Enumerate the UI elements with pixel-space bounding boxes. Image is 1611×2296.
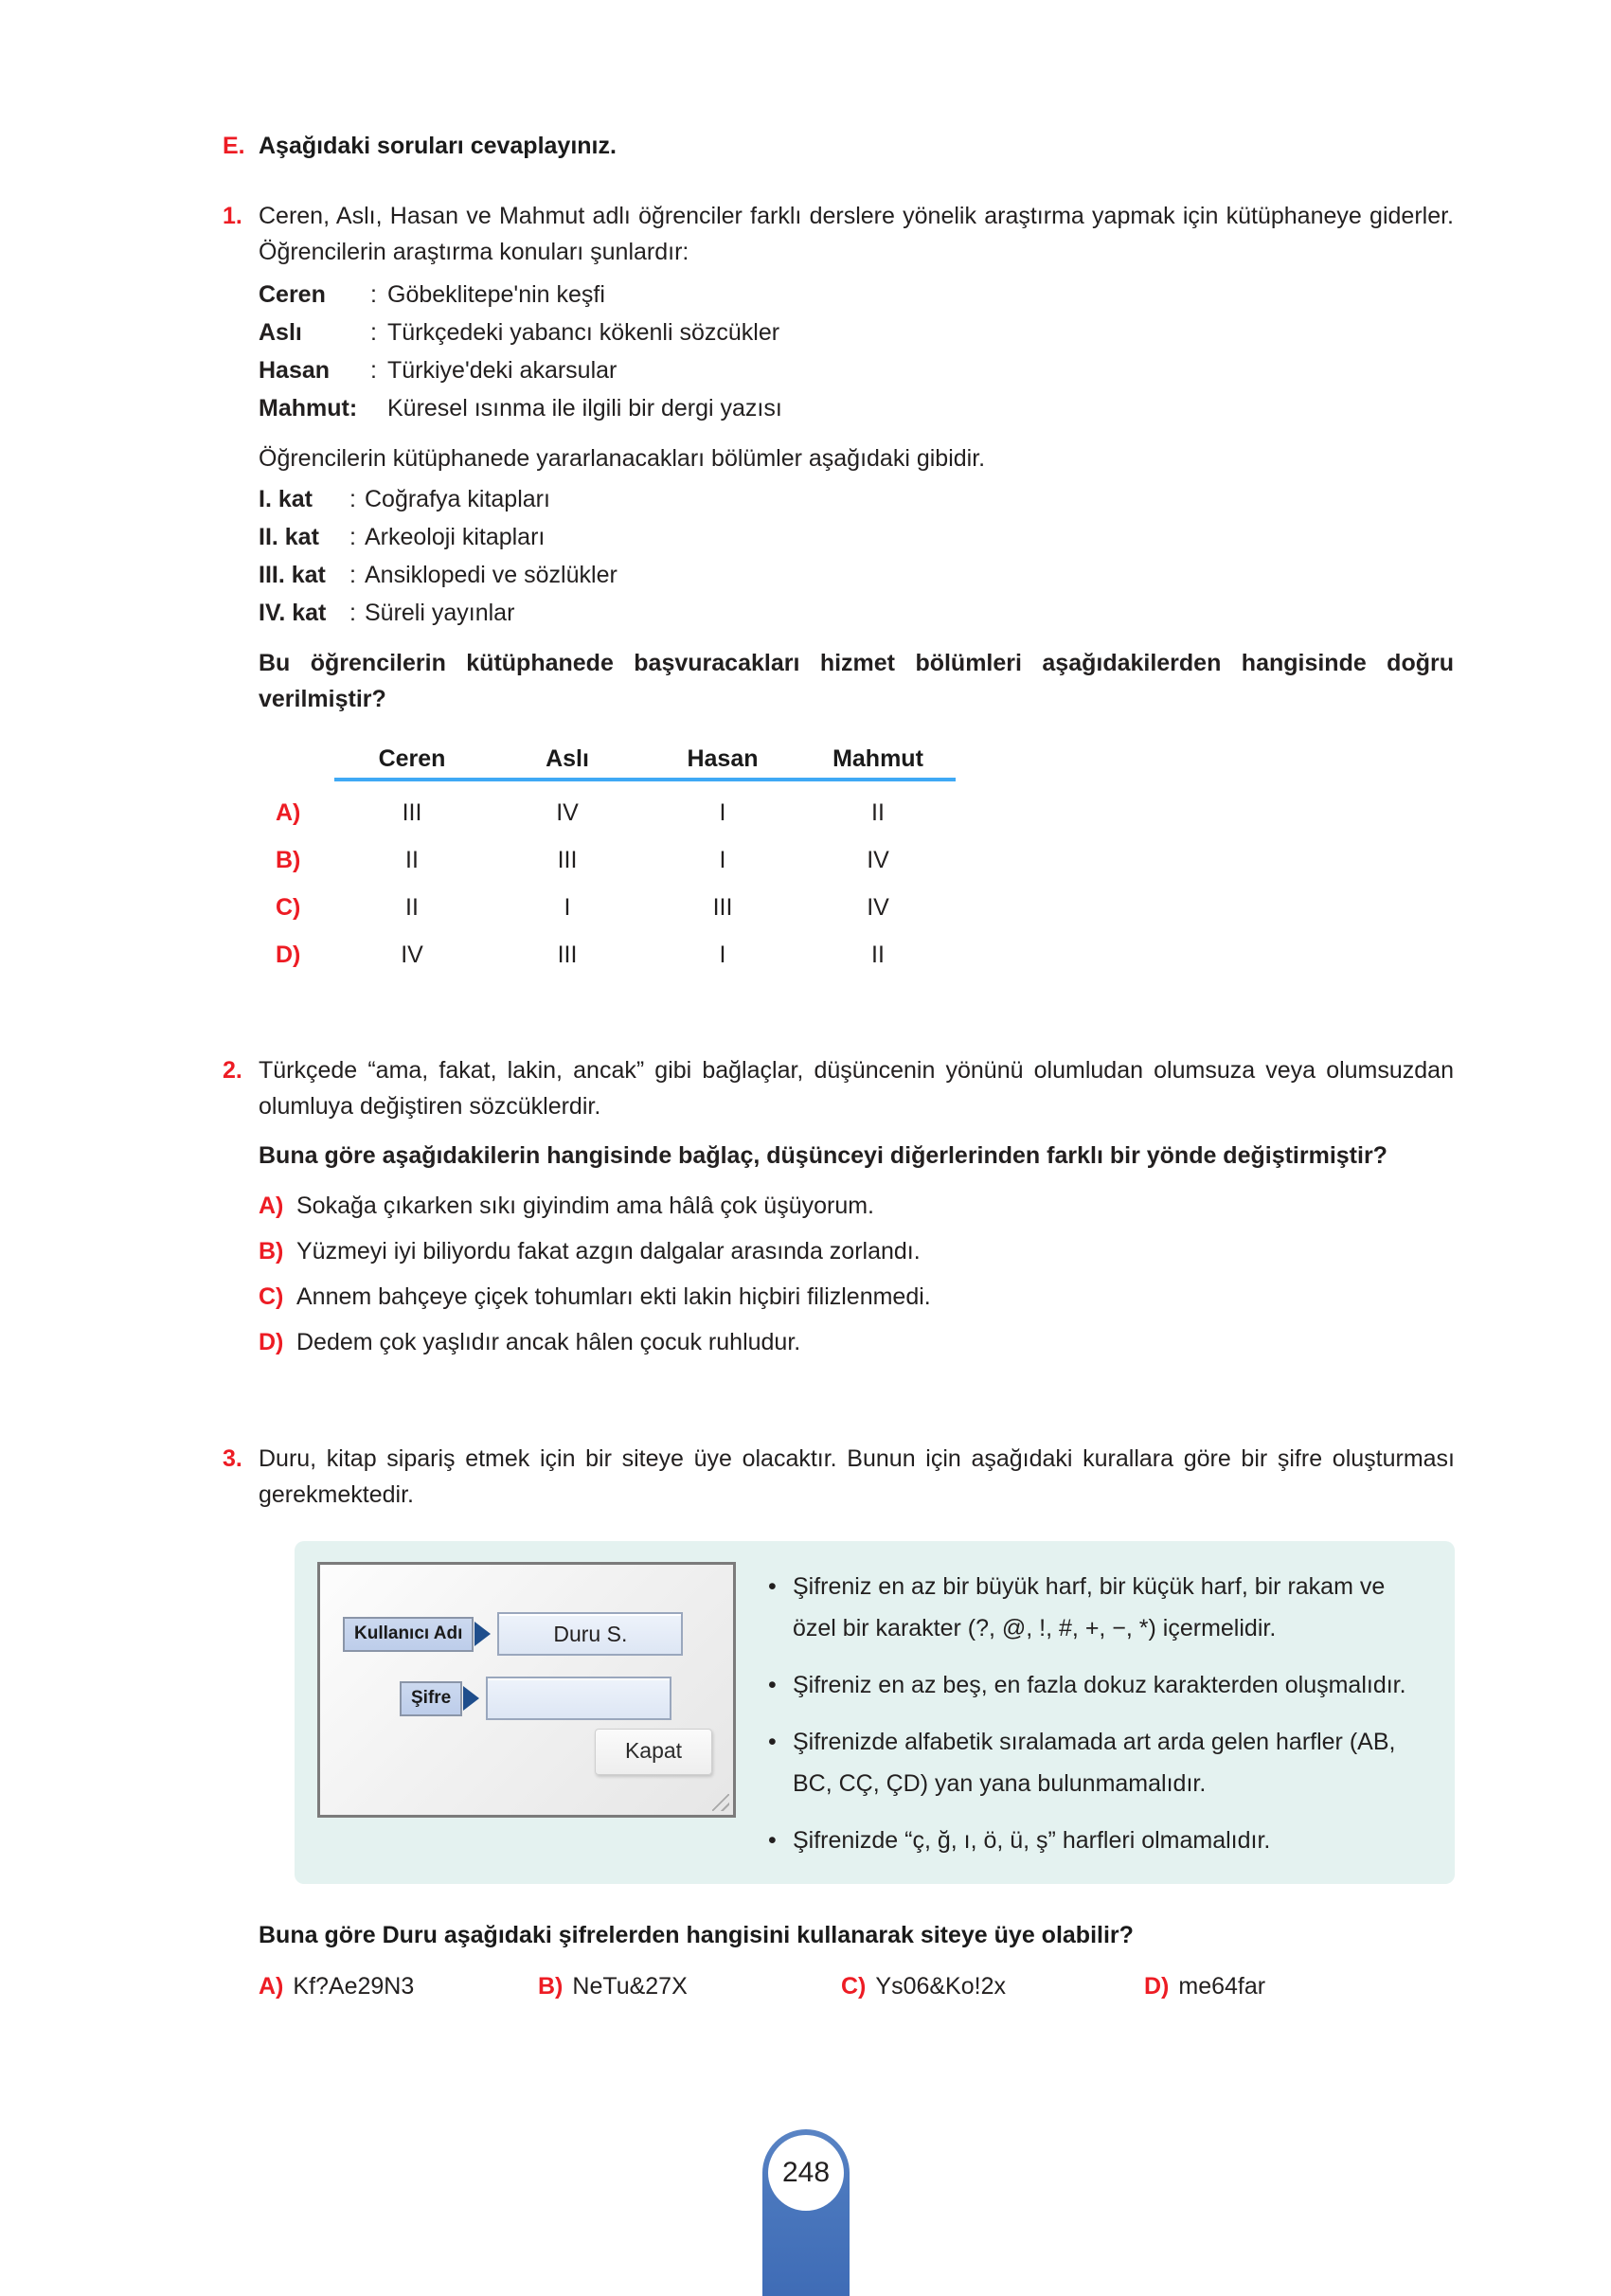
floor-desc: Arkeoloji kitapları <box>365 524 546 550</box>
cell-value: IV <box>556 798 579 826</box>
cell-value: III <box>712 893 733 921</box>
rule-text: Şifrenizde “ç, ğ, ı, ö, ü, ş” harfleri olmamalıdır. <box>793 1827 1271 1854</box>
table-header-label: Mahmut <box>832 745 923 772</box>
section-title: Aşağıdaki soruları cevaplayınız. <box>259 133 617 159</box>
student-topic: Göbeklitepe'nin keşfi <box>387 281 605 308</box>
option-b[interactable] <box>538 1973 841 2000</box>
password-field-row <box>343 1677 671 1720</box>
option-c[interactable] <box>841 1973 1144 2000</box>
floor-separator: : <box>349 486 356 512</box>
question-1-intro: Ceren, Aslı, Hasan ve Mahmut adlı öğrenciler farklı derslere yönelik araştırma yapmak için kütüphaneye giderler. Öğrencilerin araştırma konuları şunlardır: <box>259 203 1454 265</box>
floor-row <box>259 518 1454 556</box>
question-1-prompt: Bu öğrencilerin kütüphanede başvuracakları hizmet bölümleri aşağıdakilerden hangisinde doğru verilmiştir? <box>259 650 1454 712</box>
floor-separator: : <box>349 600 356 626</box>
q1-q2-gap <box>223 978 1454 1052</box>
option-label: A) <box>259 1973 284 2000</box>
bullet-icon: • <box>768 1729 777 1755</box>
question-2-marker: 2. <box>223 1057 242 1084</box>
password-rules-panel <box>295 1541 1455 1884</box>
cell-value: IV <box>401 941 423 968</box>
table-header-mahmut <box>800 742 956 789</box>
student-row <box>259 351 1454 389</box>
arrow-right-icon <box>474 1622 491 1646</box>
student-separator <box>370 389 387 427</box>
bullet-icon: • <box>768 1672 777 1698</box>
page-number-tab <box>762 2129 850 2296</box>
option-b[interactable] <box>259 1229 1454 1274</box>
header-underline <box>800 778 956 781</box>
password-label: Şifre <box>400 1681 462 1716</box>
student-name: Mahmut: <box>259 395 358 422</box>
floor-name: III. kat <box>259 562 326 588</box>
username-input[interactable]: Duru S. <box>497 1612 683 1656</box>
section-heading <box>223 133 1454 160</box>
floor-row <box>259 480 1454 518</box>
student-name: Ceren <box>259 281 326 308</box>
student-topic: Küresel ısınma ile ilgili bir dergi yazısı <box>387 395 782 422</box>
question-3-final <box>259 1916 1455 2000</box>
cell-value: II <box>871 798 885 826</box>
table-corner-cell <box>276 742 334 789</box>
page-content <box>223 133 1454 2000</box>
question-3-prompt: Buna göre Duru aşağıdaki şifrelerden hangisini kullanarak siteye üye olabilir? <box>259 1922 1134 1948</box>
table-row[interactable] <box>276 836 956 884</box>
option-text: me64far <box>1178 1973 1266 2000</box>
option-label: B) <box>259 1238 284 1265</box>
bullet-icon: • <box>768 1827 777 1854</box>
student-separator: : <box>370 319 377 346</box>
student-row <box>259 314 1454 351</box>
question-1-floor-list <box>259 480 1454 632</box>
bullet-icon: • <box>768 1573 777 1600</box>
header-underline <box>490 778 645 781</box>
option-d[interactable] <box>1144 1973 1265 2000</box>
option-text: Ys06&Ko!2x <box>875 1973 1006 2000</box>
rule-item <box>768 1664 1432 1706</box>
table-header-label: Ceren <box>378 745 446 772</box>
student-topic: Türkçedeki yabancı kökenli sözcükler <box>387 319 780 346</box>
student-row <box>259 276 1454 314</box>
option-text: Sokağa çıkarken sıkı giyindim ama hâlâ çok üşüyorum. <box>296 1193 874 1219</box>
option-label-a[interactable]: A) <box>276 798 301 826</box>
rule-item <box>768 1820 1432 1861</box>
question-2-intro: Türkçede “ama, fakat, lakin, ancak” gibi bağlaçlar, düşüncenin yönünü olumludan olumsuza veya olumsuzdan olumluya değiştiren sözcüklerdir. <box>259 1057 1454 1120</box>
cell-value: II <box>405 846 419 873</box>
table-header-hasan <box>645 742 800 789</box>
question-3-options <box>259 1973 1455 2000</box>
question-1-answer-table <box>276 742 956 978</box>
cell-value: II <box>871 941 885 968</box>
rule-text: Şifreniz en az beş, en fazla dokuz karakterden oluşmalıdır. <box>793 1672 1406 1698</box>
question-2-options <box>259 1183 1454 1365</box>
option-label: A) <box>259 1193 284 1219</box>
student-topic: Türkiye'deki akarsular <box>387 357 618 384</box>
option-label-d[interactable]: D) <box>276 941 301 968</box>
table-row[interactable] <box>276 789 956 836</box>
question-1-floors-intro: Öğrencilerin kütüphanede yararlanacakları bölümler aşağıdaki gibidir. <box>259 445 986 472</box>
cell-value: III <box>557 941 578 968</box>
floor-name: I. kat <box>259 486 313 512</box>
page-number: 248 <box>768 2135 844 2211</box>
question-1-student-list <box>259 276 1454 427</box>
question-3-body <box>259 1441 1455 2000</box>
floor-desc: Ansiklopedi ve sözlükler <box>365 562 618 588</box>
student-separator: : <box>370 281 377 308</box>
table-row[interactable] <box>276 884 956 931</box>
option-a[interactable] <box>259 1183 1454 1229</box>
rule-item <box>768 1721 1432 1804</box>
table-header-ceren <box>334 742 490 789</box>
close-button[interactable]: Kapat <box>595 1729 712 1775</box>
question-1-marker: 1. <box>223 203 242 229</box>
table-header-label: Aslı <box>546 745 589 772</box>
option-c[interactable] <box>259 1274 1454 1319</box>
option-label: D) <box>1144 1973 1170 2000</box>
rule-text: Şifrenizde alfabetik sıralamada art arda gelen harfler (AB, BC, CÇ, ÇD) yan yana bulunmamalıdır. <box>793 1729 1396 1797</box>
student-separator: : <box>370 357 377 384</box>
password-input[interactable] <box>486 1677 671 1720</box>
option-text: Dedem çok yaşlıdır ancak hâlen çocuk ruhludur. <box>296 1329 801 1355</box>
option-text: Kf?Ae29N3 <box>293 1973 415 2000</box>
cell-value: III <box>402 798 422 826</box>
floor-name: II. kat <box>259 524 319 550</box>
floor-separator: : <box>349 524 356 550</box>
password-rules-list <box>768 1562 1432 1861</box>
rule-item <box>768 1566 1432 1649</box>
rule-text: Şifreniz en az bir büyük harf, bir küçük harf, bir rakam ve özel bir karakter (?, @, !, #, +, −, *) içermelidir. <box>793 1573 1386 1641</box>
option-d[interactable] <box>259 1319 1454 1365</box>
floor-name: IV. kat <box>259 600 327 626</box>
arrow-right-icon <box>463 1686 479 1711</box>
option-label-c[interactable]: C) <box>276 893 301 921</box>
option-label: B) <box>538 1973 564 2000</box>
question-2-prompt: Buna göre aşağıdakilerin hangisinde bağlaç, düşünceyi diğerlerinden farklı bir yönde değiştirmiştir? <box>259 1142 1387 1169</box>
cell-value: I <box>719 846 726 873</box>
floor-desc: Süreli yayınlar <box>365 600 515 626</box>
question-3 <box>223 1441 1454 2000</box>
username-label: Kullanıcı Adı <box>343 1617 474 1652</box>
question-2-body <box>259 1052 1454 1365</box>
question-3-intro: Duru, kitap sipariş etmek için bir siteye üye olacaktır. Bunun için aşağıdaki kurallara göre bir şifre oluşturması gerekmektedir. <box>259 1445 1455 1508</box>
table-row[interactable] <box>276 931 956 978</box>
student-name: Aslı <box>259 319 302 346</box>
cell-value: II <box>405 893 419 921</box>
cell-value: IV <box>867 846 889 873</box>
q2-q3-gap <box>223 1365 1454 1441</box>
option-text: Yüzmeyi iyi biliyordu fakat azgın dalgalar arasında zorlandı. <box>296 1238 921 1265</box>
cell-value: I <box>719 941 726 968</box>
cell-value: IV <box>867 893 889 921</box>
option-text: NeTu&27X <box>572 1973 688 2000</box>
question-1 <box>223 198 1454 978</box>
login-dialog <box>317 1562 736 1818</box>
student-name: Hasan <box>259 357 331 384</box>
floor-separator: : <box>349 562 356 588</box>
header-underline <box>645 778 800 781</box>
floor-row <box>259 556 1454 594</box>
question-1-body <box>259 198 1454 978</box>
option-a[interactable] <box>259 1973 538 2000</box>
resize-grip-icon[interactable] <box>712 1794 729 1811</box>
cell-value: III <box>557 846 578 873</box>
cell-value: I <box>564 893 571 921</box>
question-3-marker: 3. <box>223 1445 242 1472</box>
floor-desc: Coğrafya kitapları <box>365 486 550 512</box>
table-header-asli <box>490 742 645 789</box>
section-marker: E. <box>223 133 245 159</box>
question-2 <box>223 1052 1454 1365</box>
option-label-b[interactable]: B) <box>276 846 301 873</box>
option-label: C) <box>259 1283 284 1310</box>
option-text: Annem bahçeye çiçek tohumları ekti lakin hiçbiri filizlenmedi. <box>296 1283 931 1310</box>
floor-row <box>259 594 1454 632</box>
student-row <box>259 389 1454 427</box>
option-label: D) <box>259 1329 284 1355</box>
header-underline <box>334 778 490 781</box>
table-header-row <box>276 742 956 789</box>
cell-value: I <box>719 798 726 826</box>
option-label: C) <box>841 1973 867 2000</box>
username-field-row <box>343 1612 683 1656</box>
table-header-label: Hasan <box>687 745 759 772</box>
